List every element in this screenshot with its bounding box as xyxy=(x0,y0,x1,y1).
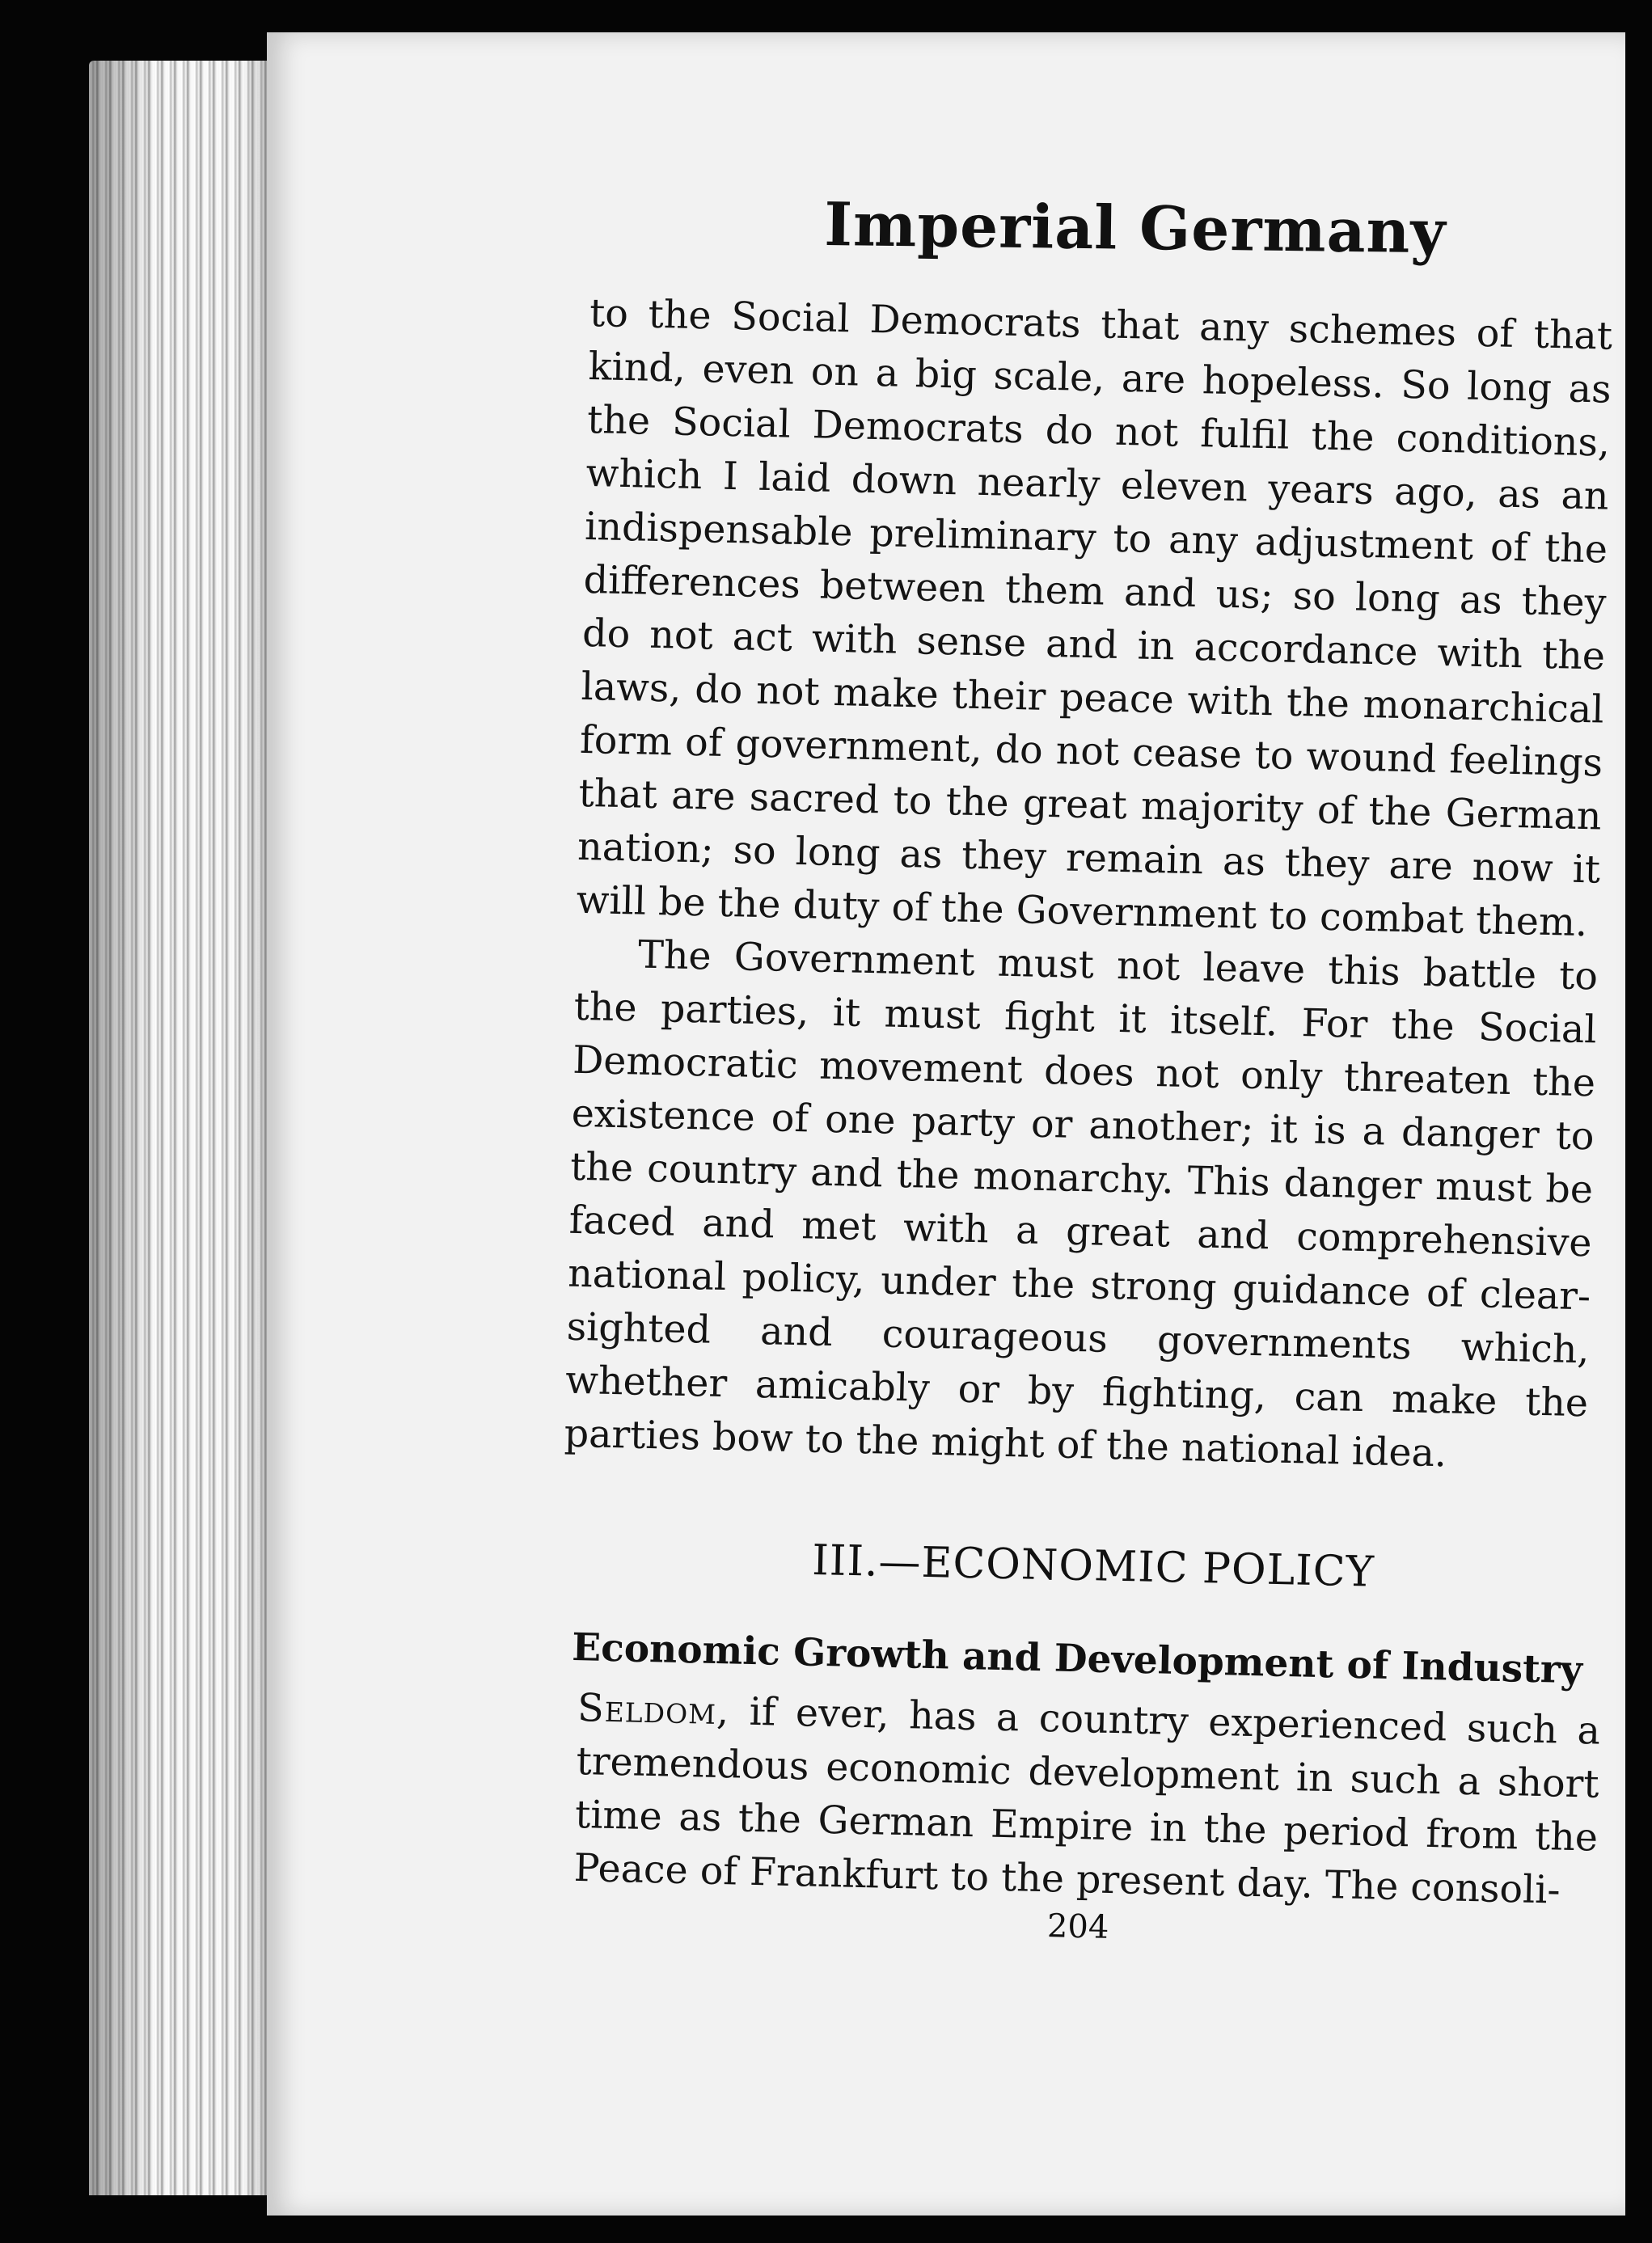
body-text-top xyxy=(564,287,1613,1484)
paragraph-economic-text: if ever, has a country experienced such a tremendous economic development in such a short time as the German Empire in the period from the Peace of Frankfurt to the present day. The consoli- xyxy=(573,1689,1601,1913)
paragraph-continuation: to the Social Democrats that any schemes of that kind, even on a big scale, are hopeless. So long as the Social Democrats do not fulfil the conditions, which I laid down nearly eleven years ago, as an indispensable preliminary to any adjustment of the differences between them and us; so long as they do not act with sense and in accordance with the laws, do not make their peace with the monarchical form of government, do not cease to wound feelings that are sacred to the great majority of the German nation; so long as they remain as they are now it will be the duty of the Government to combat them. xyxy=(576,290,1613,946)
book-page-edges xyxy=(89,61,279,2195)
running-head: Imperial Germany xyxy=(823,190,1447,268)
page-number: 204 xyxy=(1046,1907,1109,1946)
sub-heading: Economic Growth and Development of Industry xyxy=(571,1625,1583,1693)
paragraph-economic xyxy=(573,1682,1601,1919)
paragraph-government: The Government must not leave this battle to the parties, it must fight it itself. For the Social Democratic movement does not only threaten the existence of one party or another; it is a danger to the country and the monarchy. This danger must be faced and met with a great and comprehensive national policy, under the strong guidance of clear-sighted and courageous governments which, whether amicably or by fighting, can make the parties bow to the might of the national idea. xyxy=(564,932,1599,1476)
lead-word: Seldom, xyxy=(577,1685,730,1734)
section-heading: III.—ECONOMIC POLICY xyxy=(811,1536,1375,1597)
body-text-bottom xyxy=(573,1682,1601,1919)
